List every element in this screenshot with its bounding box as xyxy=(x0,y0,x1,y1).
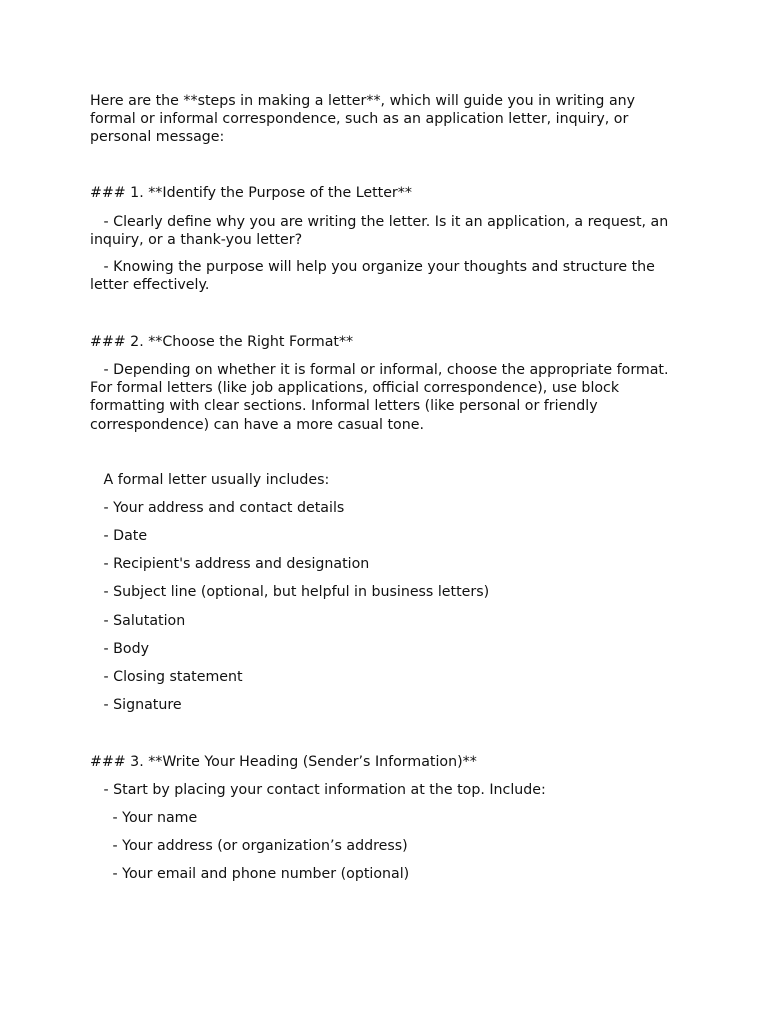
section-1-heading: ### 1. **Identify the Purpose of the Letter** xyxy=(90,185,412,201)
section-1-bullet-1: - Clearly define why you are writing the letter. Is it an application, a request, an inquiry, or a thank-you letter? xyxy=(90,214,673,249)
section-2-heading: ### 2. **Choose the Right Format** xyxy=(90,334,354,350)
section-1-bullet-2: - Knowing the purpose will help you organize your thoughts and structure the letter effectively. xyxy=(90,259,660,294)
section-3-bullet-1: - Start by placing your contact information at the top. Include: xyxy=(90,782,546,798)
list-item: - Recipient's address and designation xyxy=(90,556,370,572)
section-2-bullet-1: - Depending on whether it is formal or informal, choose the appropriate format. For formal letters (like job applications, official correspondence), use block formatting with clear sections. Informal letters (like personal or friendly correspondence) can have a more casual tone. xyxy=(90,362,674,433)
formal-letter-includes-label: A formal letter usually includes: xyxy=(90,472,330,488)
list-item: - Your name xyxy=(90,810,198,826)
list-item: - Your address (or organization’s address) xyxy=(90,838,408,854)
list-item: - Body xyxy=(90,641,149,657)
list-item: - Signature xyxy=(90,697,182,713)
list-item: - Your address and contact details xyxy=(90,500,345,516)
list-item: - Your email and phone number (optional) xyxy=(90,866,410,882)
list-item: - Date xyxy=(90,528,148,544)
list-item: - Subject line (optional, but helpful in business letters) xyxy=(90,584,490,600)
list-item: - Closing statement xyxy=(90,669,243,685)
section-3-heading: ### 3. **Write Your Heading (Sender’s Information)** xyxy=(90,754,477,770)
list-item: - Salutation xyxy=(90,613,186,629)
intro-paragraph: Here are the **steps in making a letter**, which will guide you in writing any formal or informal correspondence, such as an application letter, inquiry, or personal message: xyxy=(90,93,640,146)
